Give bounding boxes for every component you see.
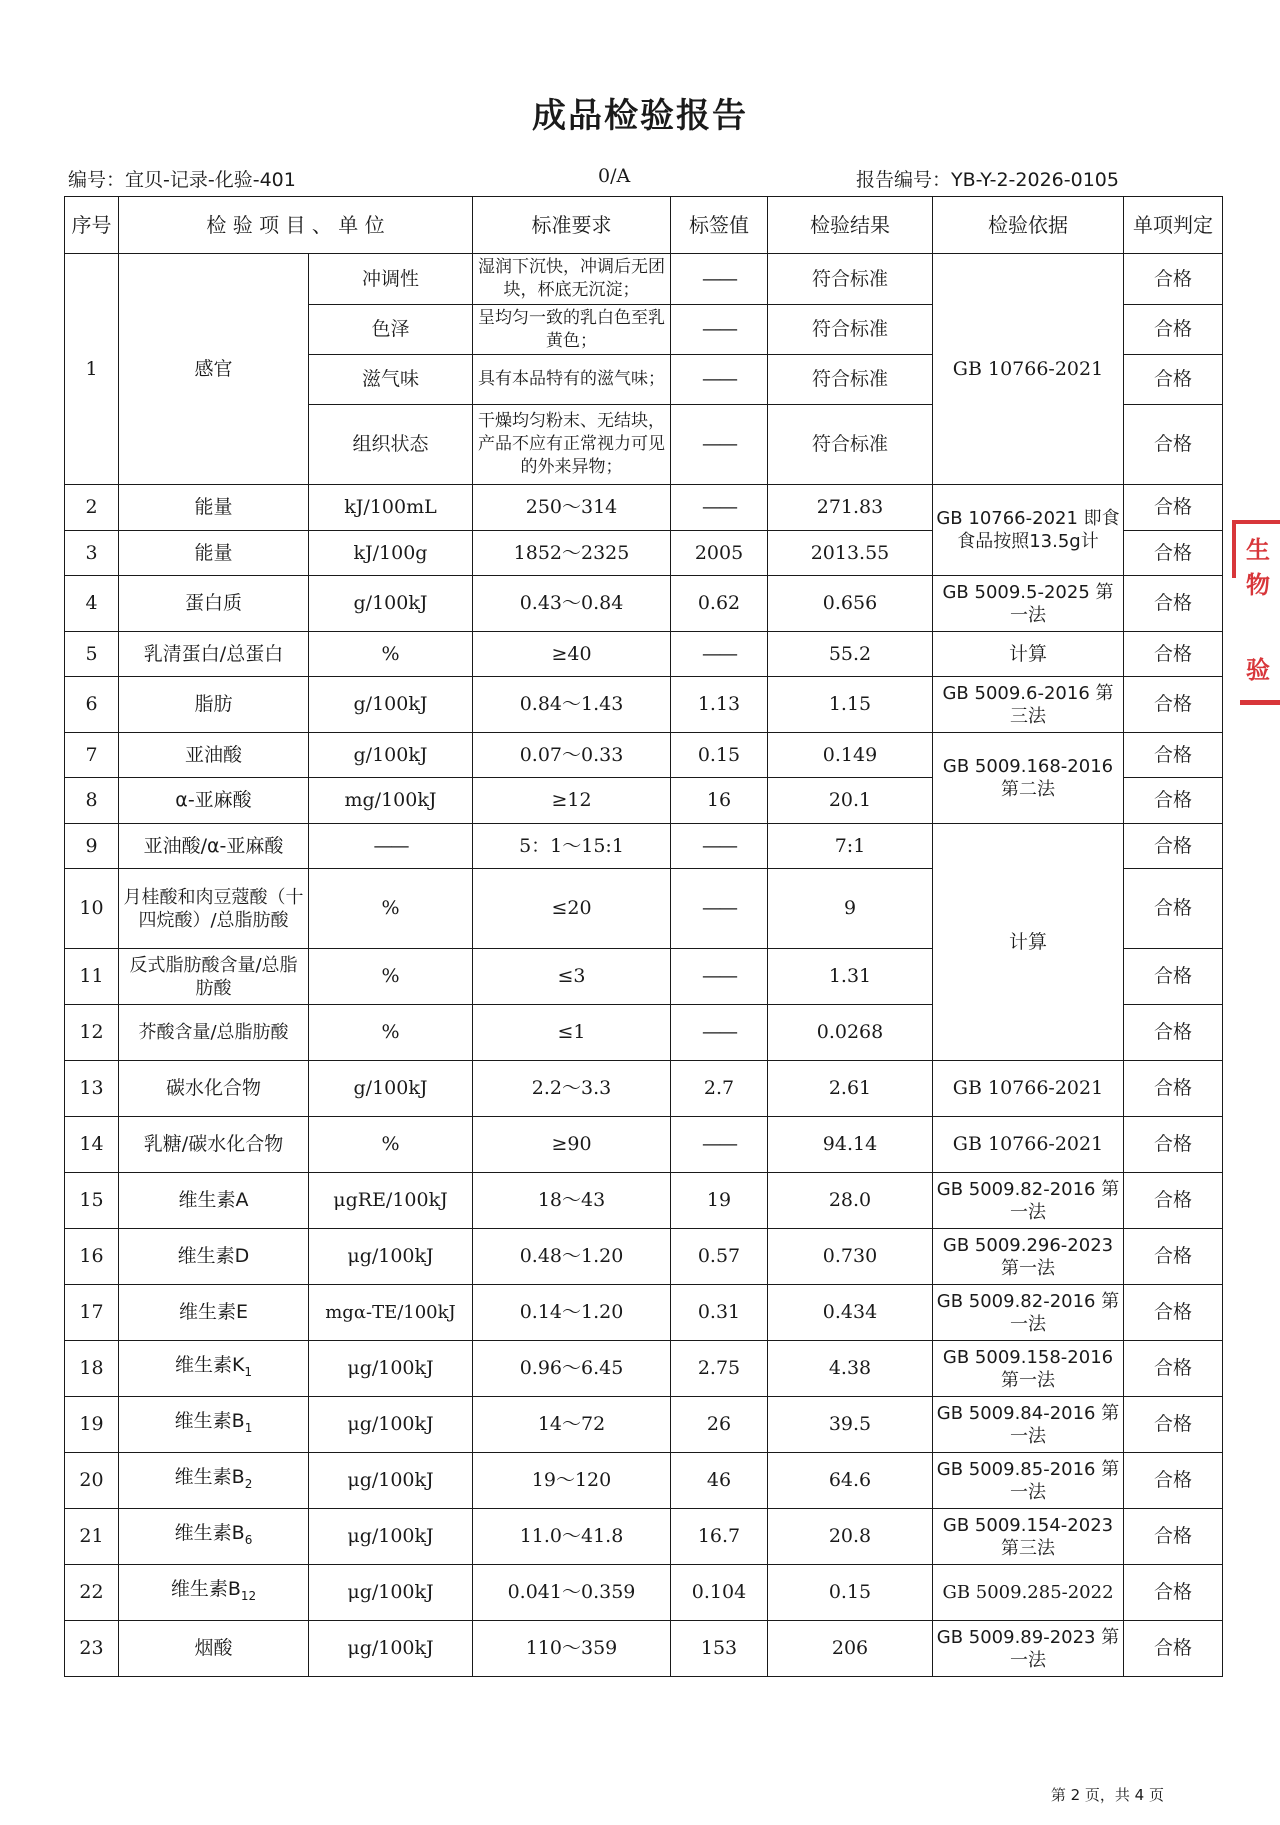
cell-seq: 17 [65, 1285, 119, 1341]
cell-standard: ≤1 [473, 1005, 671, 1061]
cell-basis: 计算 [933, 824, 1124, 1061]
cell-standard: 19～120 [473, 1453, 671, 1509]
table-row [65, 1453, 1223, 1509]
cell-label: 46 [671, 1453, 768, 1509]
cell-unit: μg/100kJ [309, 1621, 473, 1677]
cell-unit: mgα-TE/100kJ [309, 1285, 473, 1341]
cell-seq: 15 [65, 1173, 119, 1229]
table-row [65, 1173, 1223, 1229]
cell-judgment: 合格 [1124, 1453, 1223, 1509]
item-name: 维生素B [174, 1409, 245, 1432]
col-judgment: 单项判定 [1124, 197, 1223, 254]
cell-result: 0.149 [768, 733, 933, 778]
cell-label: 0.31 [671, 1285, 768, 1341]
cell-item: 反式脂肪酸含量/总脂肪酸 [119, 949, 309, 1005]
cell-result: 符合标准 [768, 355, 933, 405]
cell-judgment: 合格 [1124, 778, 1223, 824]
cell-unit: μg/100kJ [309, 1397, 473, 1453]
cell-basis: GB 5009.84-2016 第一法 [933, 1397, 1124, 1453]
cell-sub-item: 滋气味 [309, 355, 473, 405]
cell-label: —— [671, 305, 768, 355]
cell-label: —— [671, 1117, 768, 1173]
cell-judgment: 合格 [1124, 632, 1223, 677]
cell-label: 2005 [671, 531, 768, 576]
cell-judgment: 合格 [1124, 254, 1223, 305]
cell-item [119, 1453, 309, 1509]
cell-result: 0.434 [768, 1285, 933, 1341]
cell-judgment: 合格 [1124, 1621, 1223, 1677]
cell-basis: GB 5009.296-2023 第一法 [933, 1229, 1124, 1285]
cell-item [119, 1397, 309, 1453]
cell-item: 乳糖/碳水化合物 [119, 1117, 309, 1173]
table-row [65, 1229, 1223, 1285]
cell-judgment: 合格 [1124, 949, 1223, 1005]
col-basis: 检验依据 [933, 197, 1124, 254]
cell-judgment: 合格 [1124, 1565, 1223, 1621]
cell-judgment: 合格 [1124, 305, 1223, 355]
cell-result: 0.0268 [768, 1005, 933, 1061]
cell-seq: 16 [65, 1229, 119, 1285]
cell-standard: 11.0～41.8 [473, 1509, 671, 1565]
cell-result: 0.730 [768, 1229, 933, 1285]
cell-basis: GB 10766-2021 即食食品按照13.5g计 [933, 485, 1124, 576]
item-subscript: 6 [244, 1532, 253, 1547]
table-row [65, 677, 1223, 733]
cell-result: 符合标准 [768, 305, 933, 355]
cell-result: 0.15 [768, 1565, 933, 1621]
cell-sub-item: 组织状态 [309, 405, 473, 485]
cell-result: 7:1 [768, 824, 933, 869]
cell-unit: μg/100kJ [309, 1565, 473, 1621]
cell-item: 能量 [119, 531, 309, 576]
cell-label: —— [671, 254, 768, 305]
cell-label: 2.75 [671, 1341, 768, 1397]
col-seq: 序号 [65, 197, 119, 254]
cell-result: 55.2 [768, 632, 933, 677]
cell-judgment: 合格 [1124, 677, 1223, 733]
cell-basis: GB 5009.89-2023 第一法 [933, 1621, 1124, 1677]
cell-standard: ≥90 [473, 1117, 671, 1173]
cell-item [119, 1509, 309, 1565]
cell-result: 符合标准 [768, 405, 933, 485]
red-stamp-fragment-top: 生物 [1232, 520, 1280, 578]
table-row [65, 1285, 1223, 1341]
cell-unit: kJ/100g [309, 531, 473, 576]
cell-label: 16 [671, 778, 768, 824]
cell-unit: % [309, 869, 473, 949]
cell-result: 206 [768, 1621, 933, 1677]
cell-standard: 1852～2325 [473, 531, 671, 576]
cell-result: 1.31 [768, 949, 933, 1005]
col-standard: 标准要求 [473, 197, 671, 254]
cell-judgment: 合格 [1124, 1285, 1223, 1341]
cell-result: 20.1 [768, 778, 933, 824]
cell-label: 16.7 [671, 1509, 768, 1565]
table-row [65, 485, 1223, 531]
cell-label: 153 [671, 1621, 768, 1677]
cell-judgment: 合格 [1124, 1005, 1223, 1061]
cell-judgment: 合格 [1124, 1509, 1223, 1565]
item-subscript: 2 [244, 1476, 253, 1491]
cell-standard: 2.2～3.3 [473, 1061, 671, 1117]
cell-judgment: 合格 [1124, 355, 1223, 405]
inspection-table [64, 196, 1223, 1677]
table-row [65, 632, 1223, 677]
cell-unit: g/100kJ [309, 1061, 473, 1117]
cell-item: 蛋白质 [119, 576, 309, 632]
cell-standard: 0.14～1.20 [473, 1285, 671, 1341]
cell-item: 亚油酸/α-亚麻酸 [119, 824, 309, 869]
table-row [65, 576, 1223, 632]
table-row [65, 1621, 1223, 1677]
cell-unit: kJ/100mL [309, 485, 473, 531]
version-number: 0/A [598, 165, 631, 187]
cell-item: 维生素E [119, 1285, 309, 1341]
cell-standard: 具有本品特有的滋气味； [473, 355, 671, 405]
cell-standard: 呈均匀一致的乳白色至乳黄色； [473, 305, 671, 355]
cell-label: 0.15 [671, 733, 768, 778]
cell-result: 9 [768, 869, 933, 949]
cell-seq: 8 [65, 778, 119, 824]
red-stamp-bar [1240, 700, 1280, 705]
cell-unit: μg/100kJ [309, 1229, 473, 1285]
table-row [65, 1397, 1223, 1453]
cell-basis: GB 5009.168-2016 第二法 [933, 733, 1124, 824]
table-row [65, 733, 1223, 778]
cell-basis: GB 5009.82-2016 第一法 [933, 1285, 1124, 1341]
cell-judgment: 合格 [1124, 485, 1223, 531]
cell-standard: 0.84～1.43 [473, 677, 671, 733]
cell-result: 28.0 [768, 1173, 933, 1229]
cell-seq: 12 [65, 1005, 119, 1061]
cell-seq: 3 [65, 531, 119, 576]
cell-item: 碳水化合物 [119, 1061, 309, 1117]
cell-standard: 0.43～0.84 [473, 576, 671, 632]
cell-judgment: 合格 [1124, 1173, 1223, 1229]
cell-result: 20.8 [768, 1509, 933, 1565]
cell-unit: μg/100kJ [309, 1453, 473, 1509]
cell-seq: 1 [65, 254, 119, 485]
col-result: 检验结果 [768, 197, 933, 254]
cell-item: 月桂酸和肉豆蔻酸（十四烷酸）/总脂肪酸 [119, 869, 309, 949]
cell-label: 26 [671, 1397, 768, 1453]
cell-standard: 0.07～0.33 [473, 733, 671, 778]
item-name: 维生素K [174, 1353, 245, 1376]
cell-judgment: 合格 [1124, 824, 1223, 869]
cell-seq: 22 [65, 1565, 119, 1621]
cell-label: —— [671, 869, 768, 949]
cell-basis: GB 5009.6-2016 第三法 [933, 677, 1124, 733]
cell-unit: % [309, 1005, 473, 1061]
cell-basis: GB 5009.5-2025 第一法 [933, 576, 1124, 632]
cell-judgment: 合格 [1124, 869, 1223, 949]
item-subscript: 12 [240, 1588, 257, 1603]
cell-item [119, 1565, 309, 1621]
cell-unit: mg/100kJ [309, 778, 473, 824]
cell-standard: ≥12 [473, 778, 671, 824]
table-row [65, 1061, 1223, 1117]
cell-item: 维生素A [119, 1173, 309, 1229]
cell-item: α-亚麻酸 [119, 778, 309, 824]
cell-standard: 18～43 [473, 1173, 671, 1229]
cell-label: 0.104 [671, 1565, 768, 1621]
cell-seq: 5 [65, 632, 119, 677]
cell-result: 4.38 [768, 1341, 933, 1397]
cell-judgment: 合格 [1124, 1341, 1223, 1397]
cell-basis: GB 5009.154-2023 第三法 [933, 1509, 1124, 1565]
cell-label: 2.7 [671, 1061, 768, 1117]
cell-standard: ≥40 [473, 632, 671, 677]
cell-item: 芥酸含量/总脂肪酸 [119, 1005, 309, 1061]
cell-seq: 14 [65, 1117, 119, 1173]
cell-standard: ≤3 [473, 949, 671, 1005]
cell-unit: % [309, 632, 473, 677]
item-name: 维生素B [174, 1465, 245, 1488]
cell-basis: GB 10766-2021 [933, 254, 1124, 485]
cell-result: 94.14 [768, 1117, 933, 1173]
table-header-row [65, 197, 1223, 254]
cell-seq: 9 [65, 824, 119, 869]
item-subscript: 1 [244, 1420, 253, 1435]
cell-seq: 10 [65, 869, 119, 949]
cell-unit: g/100kJ [309, 677, 473, 733]
table-row [65, 1341, 1223, 1397]
cell-sub-item: 冲调性 [309, 254, 473, 305]
cell-label: 19 [671, 1173, 768, 1229]
cell-judgment: 合格 [1124, 531, 1223, 576]
cell-label: —— [671, 949, 768, 1005]
cell-result: 0.656 [768, 576, 933, 632]
cell-seq: 6 [65, 677, 119, 733]
cell-judgment: 合格 [1124, 1117, 1223, 1173]
cell-unit: μg/100kJ [309, 1509, 473, 1565]
cell-item: 亚油酸 [119, 733, 309, 778]
cell-label: —— [671, 405, 768, 485]
cell-basis: GB 5009.158-2016 第一法 [933, 1341, 1124, 1397]
cell-label: —— [671, 1005, 768, 1061]
cell-item: 烟酸 [119, 1621, 309, 1677]
cell-basis: 计算 [933, 632, 1124, 677]
table-row [65, 1117, 1223, 1173]
cell-label: 0.57 [671, 1229, 768, 1285]
cell-basis: GB 5009.82-2016 第一法 [933, 1173, 1124, 1229]
cell-judgment: 合格 [1124, 1397, 1223, 1453]
cell-judgment: 合格 [1124, 576, 1223, 632]
cell-seq: 21 [65, 1509, 119, 1565]
item-subscript: 1 [244, 1364, 253, 1379]
cell-seq: 4 [65, 576, 119, 632]
cell-standard: 湿润下沉快，冲调后无团块，杯底无沉淀； [473, 254, 671, 305]
table-row [65, 1509, 1223, 1565]
cell-item: 维生素D [119, 1229, 309, 1285]
cell-basis: GB 5009.85-2016 第一法 [933, 1453, 1124, 1509]
cell-seq: 13 [65, 1061, 119, 1117]
cell-seq: 7 [65, 733, 119, 778]
cell-label: 1.13 [671, 677, 768, 733]
cell-sub-item: 色泽 [309, 305, 473, 355]
cell-standard: ≤20 [473, 869, 671, 949]
cell-item: 能量 [119, 485, 309, 531]
cell-basis: GB 10766-2021 [933, 1117, 1124, 1173]
cell-seq: 11 [65, 949, 119, 1005]
cell-basis: GB 5009.285-2022 [933, 1565, 1124, 1621]
cell-standard: 干燥均匀粉末、无结块，产品不应有正常视力可见的外来异物； [473, 405, 671, 485]
page-footer: 第 2 页，共 4 页 [1050, 1786, 1164, 1804]
col-label: 标签值 [671, 197, 768, 254]
cell-seq: 2 [65, 485, 119, 531]
cell-label: 0.62 [671, 576, 768, 632]
cell-label: —— [671, 824, 768, 869]
cell-item [119, 1341, 309, 1397]
cell-result: 2013.55 [768, 531, 933, 576]
report-number: 报告编号：YB-Y-2-2026-0105 [856, 169, 1119, 191]
record-number: 编号：宜贝-记录-化验-401 [68, 169, 296, 191]
cell-basis: GB 10766-2021 [933, 1061, 1124, 1117]
cell-seq: 18 [65, 1341, 119, 1397]
cell-label: —— [671, 632, 768, 677]
cell-result: 271.83 [768, 485, 933, 531]
cell-standard: 14～72 [473, 1397, 671, 1453]
cell-result: 39.5 [768, 1397, 933, 1453]
col-item-unit: 检 验 项 目 、 单 位 [119, 197, 473, 254]
cell-standard: 5：1～15:1 [473, 824, 671, 869]
cell-item: 脂肪 [119, 677, 309, 733]
table-row [65, 254, 1223, 305]
cell-result: 2.61 [768, 1061, 933, 1117]
cell-judgment: 合格 [1124, 733, 1223, 778]
cell-standard: 0.041～0.359 [473, 1565, 671, 1621]
cell-seq: 23 [65, 1621, 119, 1677]
report-title: 成品检验报告 [532, 96, 748, 136]
cell-result: 符合标准 [768, 254, 933, 305]
cell-unit: μgRE/100kJ [309, 1173, 473, 1229]
cell-seq: 19 [65, 1397, 119, 1453]
cell-seq: 20 [65, 1453, 119, 1509]
item-name: 维生素B [174, 1521, 245, 1544]
cell-label: —— [671, 485, 768, 531]
cell-unit: μg/100kJ [309, 1341, 473, 1397]
table-row [65, 824, 1223, 869]
cell-item: 乳清蛋白/总蛋白 [119, 632, 309, 677]
cell-unit: g/100kJ [309, 733, 473, 778]
cell-result: 64.6 [768, 1453, 933, 1509]
cell-result: 1.15 [768, 677, 933, 733]
cell-unit: % [309, 949, 473, 1005]
cell-standard: 250～314 [473, 485, 671, 531]
cell-judgment: 合格 [1124, 405, 1223, 485]
red-stamp-fragment-mid: 验 [1246, 656, 1270, 684]
cell-standard: 110～359 [473, 1621, 671, 1677]
cell-label: —— [671, 355, 768, 405]
cell-unit: % [309, 1117, 473, 1173]
cell-unit: —— [309, 824, 473, 869]
cell-judgment: 合格 [1124, 1229, 1223, 1285]
table-row [65, 1565, 1223, 1621]
cell-unit: g/100kJ [309, 576, 473, 632]
cell-judgment: 合格 [1124, 1061, 1223, 1117]
cell-standard: 0.96～6.45 [473, 1341, 671, 1397]
item-name: 维生素B [170, 1577, 241, 1600]
cell-item: 感官 [119, 254, 309, 485]
cell-standard: 0.48～1.20 [473, 1229, 671, 1285]
